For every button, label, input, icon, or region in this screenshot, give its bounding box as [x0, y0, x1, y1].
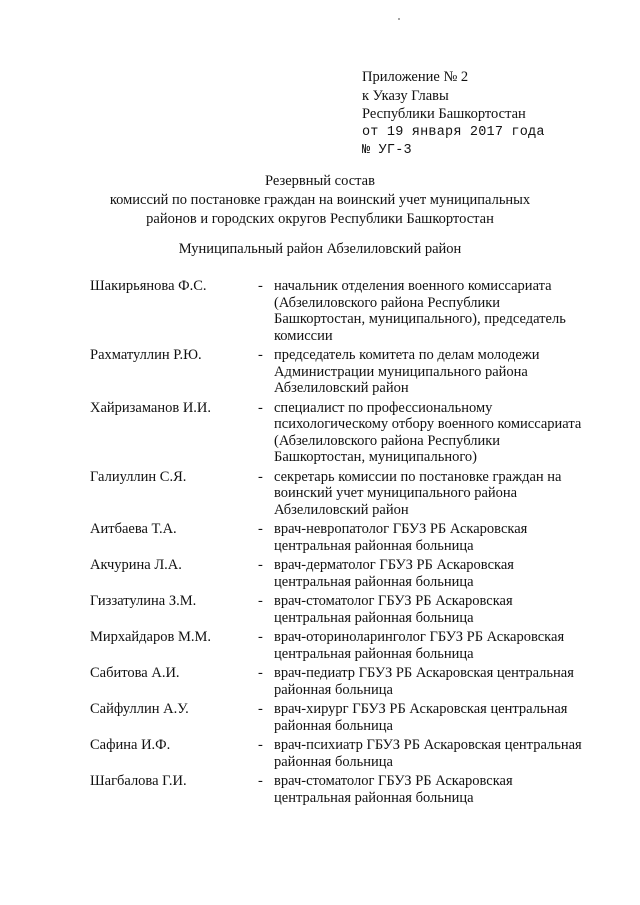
- member-name: Галиуллин С.Я.: [90, 468, 187, 485]
- member-row: [90, 593, 610, 626]
- member-name: Шагбалова Г.И.: [90, 773, 187, 789]
- member-dash: -: [258, 347, 263, 363]
- member-name: Акчурина Л.А.: [90, 557, 182, 573]
- annex-line-1: Приложение № 2: [362, 69, 469, 85]
- member-role-line: врач-стоматолог ГБУЗ РБ Аскаровская: [274, 593, 513, 609]
- member-name: Сафина И.Ф.: [90, 737, 171, 753]
- member-role: [274, 701, 604, 734]
- member-role: [274, 593, 604, 626]
- member-role-line: Администрации муниципального района: [274, 363, 528, 380]
- member-name: Мирхайдаров М.М.: [90, 629, 211, 645]
- member-dash: -: [258, 399, 263, 416]
- member-role-line: врач-стоматолог ГБУЗ РБ Аскаровская: [274, 773, 513, 789]
- member-name: Шакирьянова Ф.С.: [90, 278, 207, 294]
- member-dash: -: [258, 773, 263, 789]
- annex-date: от 19 января 2017 года: [362, 124, 545, 140]
- member-role: [274, 469, 604, 519]
- member-role-line: Башкортостан, муниципального), председатель: [274, 311, 566, 327]
- member-role: [274, 557, 604, 590]
- member-dash: -: [258, 278, 263, 294]
- member-name: Рахматуллин Р.Ю.: [90, 347, 202, 363]
- member-role-line: (Абзелиловского района Республики: [274, 294, 501, 311]
- member-row: [90, 400, 610, 466]
- member-row: [90, 469, 610, 519]
- member-dash: -: [258, 629, 263, 645]
- member-role-line: врач-психиатр ГБУЗ РБ Аскаровская центральная: [274, 737, 582, 753]
- member-name: Аитбаева Т.А.: [90, 521, 177, 537]
- member-role-line: Башкортостан, муниципального): [274, 449, 478, 465]
- member-role-line: центральная районная больница: [274, 789, 474, 806]
- member-role-line: врач-дерматолог ГБУЗ РБ Аскаровская: [274, 557, 514, 573]
- member-role-line: Абзелиловский район: [274, 501, 409, 518]
- member-role-line: центральная районная больница: [274, 609, 474, 626]
- member-row: [90, 665, 610, 698]
- member-name: Гиззатулина З.М.: [90, 593, 197, 609]
- member-role: [274, 278, 604, 344]
- member-role-line: врач-педиатр ГБУЗ РБ Аскаровская центральная: [274, 665, 574, 681]
- member-dash: -: [258, 521, 263, 537]
- member-dash: -: [258, 468, 263, 485]
- annex-number: № УГ-3: [362, 143, 412, 158]
- member-role-line: председатель комитета по делам молодежи: [274, 347, 540, 363]
- member-role: [274, 347, 604, 397]
- annex-line-3: Республики Башкортостан: [362, 106, 526, 122]
- member-dash: -: [258, 593, 263, 609]
- member-row: [90, 557, 610, 590]
- member-role-line: центральная районная больница: [274, 537, 474, 554]
- member-role: [274, 521, 604, 554]
- title-line-3: районов и городских округов Республики Башкортостан: [146, 211, 494, 227]
- member-role: [274, 629, 604, 662]
- member-name: Сабитова А.И.: [90, 665, 180, 681]
- title-line-1: Резервный состав: [265, 173, 375, 189]
- title-line-2: комиссий по постановке граждан на воинский учет муниципальных: [109, 192, 531, 208]
- member-name: Хайризаманов И.И.: [90, 399, 212, 416]
- member-row: [90, 521, 610, 554]
- district-subtitle: Муниципальный район Абзелиловский район: [178, 241, 462, 257]
- member-role-line: районная больница: [274, 753, 393, 770]
- member-role-line: центральная районная больница: [274, 645, 474, 662]
- member-row: [90, 701, 610, 734]
- member-role-line: воинский учет муниципального района: [274, 485, 518, 501]
- member-role-line: начальник отделения военного комиссариата: [274, 278, 552, 294]
- member-role-line: районная больница: [274, 681, 393, 698]
- member-role-line: районная больница: [274, 717, 393, 734]
- member-name: Сайфуллин А.У.: [90, 701, 189, 717]
- member-role: [274, 773, 604, 806]
- member-role-line: (Абзелиловского района Республики: [274, 432, 501, 449]
- member-dash: -: [258, 737, 263, 753]
- member-dash: -: [258, 557, 263, 573]
- member-role-line: Абзелиловский район: [274, 380, 409, 396]
- annex-header: [362, 68, 545, 161]
- member-role-line: комиссии: [274, 327, 333, 344]
- member-role-line: врач-невропатолог ГБУЗ РБ Аскаровская: [274, 521, 528, 537]
- document-title: [0, 172, 640, 229]
- member-dash: -: [258, 701, 263, 717]
- member-row: [90, 629, 610, 662]
- member-role-line: специалист по профессиональному: [274, 399, 493, 416]
- member-row: [90, 347, 610, 397]
- member-row: [90, 278, 610, 344]
- member-dash: -: [258, 665, 263, 681]
- member-list: [90, 278, 610, 809]
- member-role-line: врач-хирург ГБУЗ РБ Аскаровская центральная: [274, 701, 568, 717]
- member-role-line: психологическому отбору военного комиссариата: [274, 416, 582, 432]
- scan-speck: [398, 18, 400, 20]
- member-role: [274, 665, 604, 698]
- member-role-line: секретарь комиссии по постановке граждан на: [274, 468, 562, 485]
- member-role: [274, 737, 604, 770]
- member-row: [90, 773, 610, 806]
- annex-line-2: к Указу Главы: [362, 87, 449, 104]
- member-row: [90, 737, 610, 770]
- member-role-line: центральная районная больница: [274, 573, 474, 590]
- member-role: [274, 400, 604, 466]
- member-role-line: врач-оториноларинголог ГБУЗ РБ Аскаровская: [274, 629, 565, 645]
